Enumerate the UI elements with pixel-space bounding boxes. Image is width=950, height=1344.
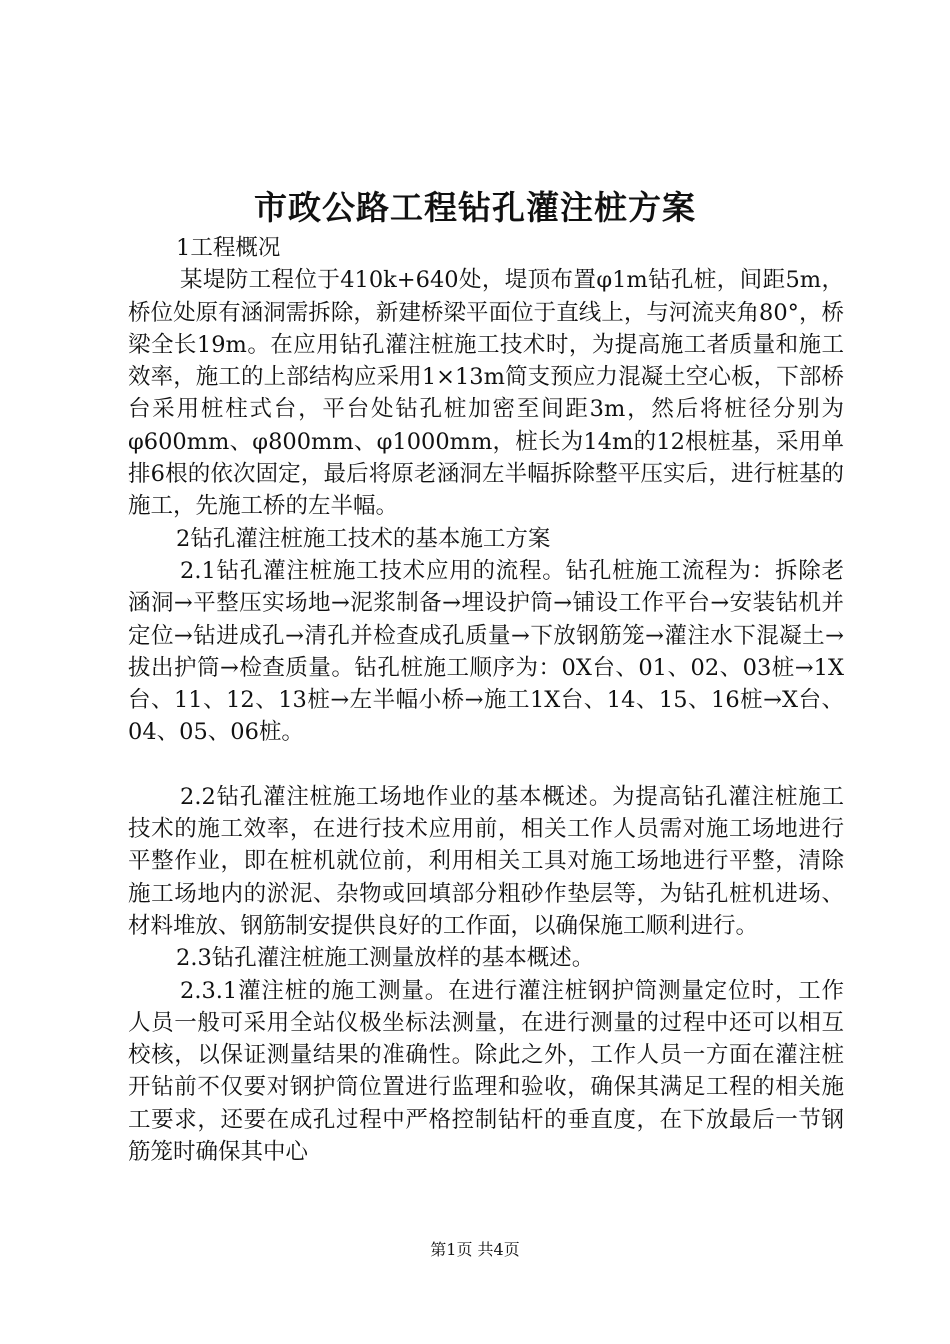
paragraph: 2.1钻孔灌注桩施工技术应用的流程。钻孔桩施工流程为：拆除老涵洞→平整压实场地→泥浆制备→埋设护筒→铺设工作平台→安装钻机并定位→钻进成孔→清孔并检查成孔质量→下放钢筋笼→灌注水下混凝土→拔出护筒→检查质量。钻孔桩施工顺序为：0X台、01、02、03桩→1X台、11、12、13桩→左半幅小桥→施工1X台、14、15、16桩→X台、04、05、06桩。 xyxy=(128,557,844,746)
section-heading: 2钻孔灌注桩施工技术的基本施工方案 xyxy=(176,525,551,552)
section-heading: 1工程概况 xyxy=(176,235,281,261)
document-body xyxy=(128,232,844,1168)
page-footer: 第1页 共4页 xyxy=(430,1240,520,1259)
document-title: 市政公路工程钻孔灌注桩方案 xyxy=(254,188,696,227)
paragraph: 2.3.1灌注桩的施工测量。在进行灌注桩钢护筒测量定位时，工作人员一般可采用全站仪极坐标法测量，在进行测量的过程中还可以相互校核，以保证测量结果的准确性。除此之外，工作人员一方面在灌注桩开钻前不仅要对钢护筒位置进行监理和验收，确保其满足工程的相关施工要求，还要在成孔过程中严格控制钻杆的垂直度，在下放最后一节钢筋笼时确保其中心 xyxy=(128,977,844,1166)
paragraph: 2.2钻孔灌注桩施工场地作业的基本概述。为提高钻孔灌注桩施工技术的施工效率，在进行技术应用前，相关工作人员需对施工场地进行平整作业，即在桩机就位前，利用相关工具对施工场地进行平整，清除施工场地内的淤泥、杂物或回填部分粗砂作垫层等，为钻孔桩机进场、材料堆放、钢筋制安提供良好的工作面，以确保施工顺利进行。 xyxy=(128,783,844,939)
paragraph-gap xyxy=(128,749,844,781)
subsection-heading: 2.3钻孔灌注桩施工测量放样的基本概述。 xyxy=(176,945,595,972)
paragraph: 某堤防工程位于410k+640处，堤顶布置φ1m钻孔桩，间距5m，桥位处原有涵洞需拆除，新建桥梁平面位于直线上，与河流夹角80°，桥梁全长19m。在应用钻孔灌注桩施工技术时，为提高施工者质量和施工效率，施工的上部结构应采用1×13m简支预应力混凝土空心板，下部桥台采用桩柱式台，平台处钻孔桩加密至间距3m，然后将桩径分别为φ600mm、φ800mm、φ1000mm，桩长为14m的12根桩基，采用单排6根的依次固定，最后将原老涵洞左半幅拆除整平压实后，进行桩基的施工，先施工桥的左半幅。 xyxy=(128,267,844,520)
